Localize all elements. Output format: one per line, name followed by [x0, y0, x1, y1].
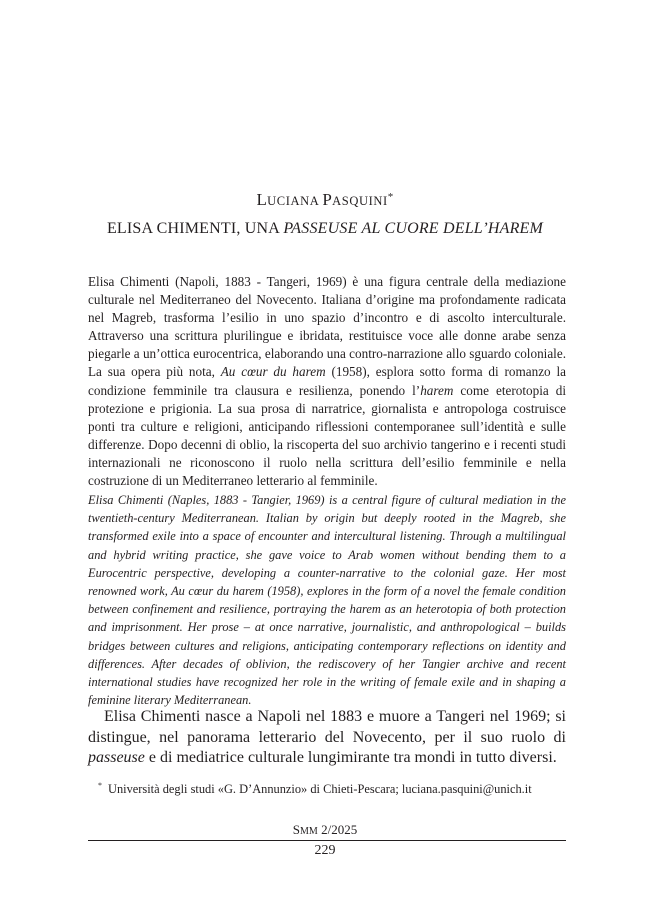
author-name: [0, 190, 650, 210]
author-last-initial: P: [322, 190, 333, 209]
body-text-2: e di mediatrice culturale lungimirante tra mondi in tutto diversi.: [144, 749, 557, 766]
body-passeuse: passeuse: [88, 749, 145, 766]
footnote-text: Università degli studi «G. D’Annunzio» di Chieti-Pescara; luciana.pasquini@unich.it: [108, 782, 532, 796]
footnote-mark: *: [98, 781, 102, 790]
title-italic: PASSEUSE AL CUORE DELL’HAREM: [283, 220, 544, 237]
title-roman: ELISA CHIMENTI, UNA: [106, 220, 284, 237]
author-footnote-mark: *: [387, 191, 394, 203]
abstract-it-work-title: Au cœur du harem: [220, 364, 326, 380]
body-text-1: Elisa Chimenti nasce a Napoli nel 1883 e muore a Tangeri nel 1969; si distingue, nel panorama letterario del Novecento, per il suo ruolo di: [88, 708, 566, 746]
journal-issue-number: 2/2025: [317, 822, 358, 837]
page-number: 229: [314, 843, 336, 858]
author-last-rest: ASQUINI: [332, 194, 388, 208]
journal-rest: MM: [300, 826, 318, 837]
abstract-italian: [88, 273, 566, 490]
abstract-english: Elisa Chimenti (Naples, 1883 - Tangier, 1969) is a central figure of cultural mediation in the twentieth-century Mediterranean. Italian by origin but deeply rooted in the Magreb, she transformed exile into a space of encounter and intercultural listening. Through a multilingual and hybrid writing practice, she gave voice to Arab women without bending them to a Eurocentric perspective, developing a counter-narrative to the colonial gaze. Her most renowned work, Au cœur du harem (1958), explores in the form of a novel the female condition between confinement and resilience, portraying the harem as an heterotopia of both protection and imprisonment. Her prose – at once narrative, journalistic, and anthropological – builds bridges between cultures and religions, anticipating contemporary reflections on identity and differences. After decades of oblivion, the rediscovery of her Tangier archive and recent international studies have recognized her role in the writing of female exile and in shaping a feminine literary Mediterranean.: [88, 493, 566, 708]
abstract-it-text-2: (1958), esplora sotto forma di romanzo la condizione femminile tra clausura e resilienza, ponendo l’: [88, 364, 566, 398]
article-title: [0, 220, 650, 238]
journal-initial: S: [292, 822, 301, 837]
abstract-it-text-3: come eterotopia di protezione e prigionia. La sua prosa di narratrice, giornalista e antropologa costruisce ponti tra culture e religioni, anticipando riflessioni contemporanee sull’identità e sulle differenze. Dopo decenni di oblio, la riscoperta del suo archivio tangerino e i recenti studi internazionali ne riconoscono il ruolo nella scrittura dell’esilio femminile e nella costruzione di un Mediterraneo letterario al femminile.: [88, 382, 567, 489]
body-paragraph: [88, 707, 566, 769]
author-first-initial: L: [256, 190, 268, 209]
abstract-it-harem: harem: [420, 382, 454, 398]
author-first-rest: UCIANA: [267, 194, 323, 208]
footnote: [88, 777, 566, 798]
journal-issue: [0, 822, 650, 838]
abstract-it-text-1: Elisa Chimenti (Napoli, 1883 - Tangeri, 1969) è una figura centrale della mediazione culturale nel Mediterraneo del Novecento. Italiana d’origine ma profondamente radicata nel Magreb, trasforma l’esilio in uno spazio d’incontro e di ascolto interculturale. Attraverso una scrittura plurilingue e ibridata, restituisce voce alle donne arabe senza piegarle a un’ottica eurocentrica, elaborando una contro-narrazione allo sguardo coloniale. La sua opera più nota,: [88, 274, 566, 380]
footer-rule: [88, 840, 566, 841]
